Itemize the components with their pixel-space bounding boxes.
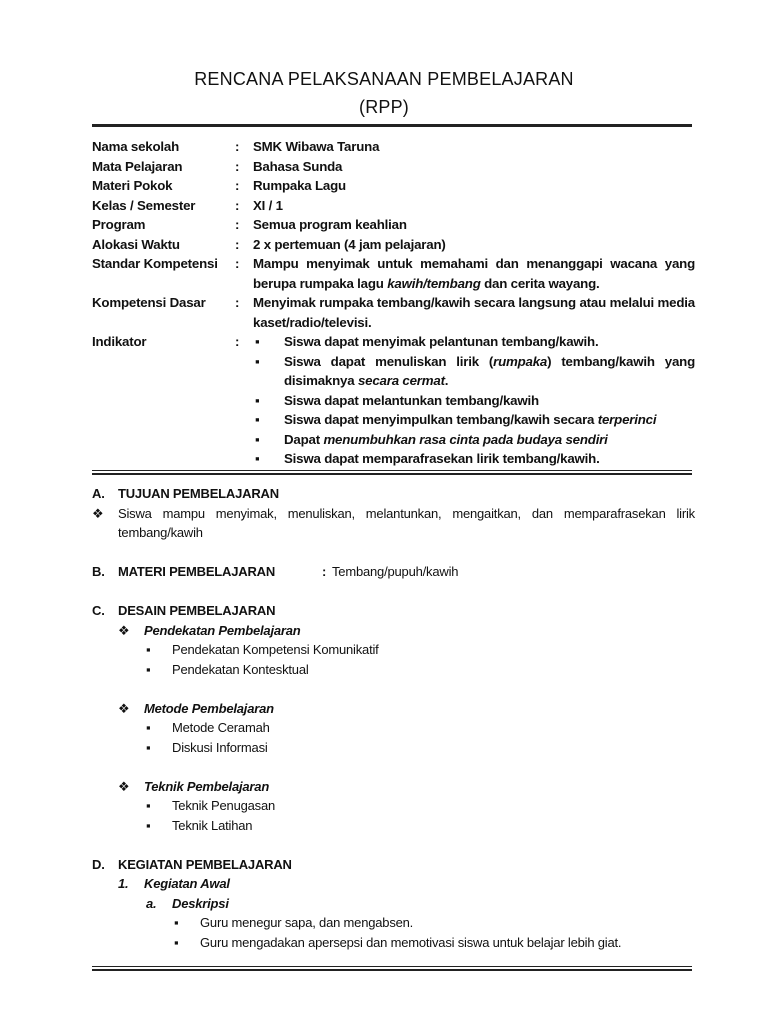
tujuan-item	[92, 504, 695, 543]
info-label: Standar Kompetensi	[92, 256, 218, 271]
indikator-item	[253, 410, 695, 430]
kegiatan-item	[92, 913, 695, 933]
indikator-item	[253, 352, 695, 391]
materi-value: Tembang/pupuh/kawih	[332, 564, 459, 579]
diamond-bullet-icon: ❖	[118, 700, 130, 716]
kegiatan-subheading	[92, 874, 695, 894]
square-bullet-icon: ▪	[255, 412, 260, 427]
indikator-row	[92, 332, 695, 469]
group-title: Teknik Pembelajaran	[144, 778, 270, 794]
materi-colon: :	[322, 564, 327, 579]
desain-group-title	[92, 621, 695, 641]
indikator-italic: secara cermat	[357, 373, 445, 388]
info-colon: :	[235, 217, 240, 232]
desain-group-title	[92, 777, 695, 797]
square-bullet-icon: ▪	[146, 817, 151, 833]
sub-number: 1.	[118, 876, 129, 891]
indikator-item	[253, 391, 695, 411]
info-colon: :	[235, 334, 240, 349]
section-title: MATERI PEMBELAJARAN	[118, 564, 276, 579]
info-label: Kelas / Semester	[92, 197, 196, 213]
indikator-italic: menumbuhkan rasa cinta pada budaya sendiri	[323, 431, 608, 447]
info-value: Rumpaka Lagu	[253, 178, 346, 193]
info-row	[92, 157, 695, 177]
desain-item	[92, 718, 695, 738]
indikator-text: ) tembang/kawih yang disimaknya	[284, 353, 695, 388]
square-bullet-icon: ▪	[255, 334, 260, 349]
group-title: Metode Pembelajaran	[144, 700, 274, 716]
info-row	[92, 137, 695, 157]
kompetensi-dasar-row	[92, 293, 695, 332]
square-bullet-icon: ▪	[146, 739, 151, 755]
kegiatan-subsubheading	[92, 894, 695, 914]
indikator-text: Siswa dapat menyimpulkan tembang/kawih secara	[284, 412, 598, 427]
identity-table	[92, 137, 695, 469]
section-title: DESAIN PEMBELAJARAN	[118, 603, 276, 618]
subsub-title: Deskripsi	[172, 895, 229, 911]
indikator-text: Siswa dapat menuliskan lirik (	[284, 353, 494, 369]
tujuan-text: Siswa mampu menyimak, menuliskan, melantunkan, mengaitkan, dan memparafrasekan lirik tembang/kawih	[118, 505, 695, 540]
info-value: Semua program keahlian	[253, 217, 407, 232]
subsub-letter: a.	[146, 895, 157, 911]
info-label: Program	[92, 217, 146, 232]
kegiatan-item	[92, 933, 695, 953]
sub-title: Kegiatan Awal	[144, 876, 230, 891]
desain-item	[92, 796, 695, 816]
section-divider	[92, 470, 692, 475]
info-colon: :	[235, 158, 240, 174]
info-label: Nama sekolah	[92, 139, 180, 154]
info-value: SMK Wibawa Taruna	[253, 139, 380, 154]
diamond-bullet-icon: ❖	[92, 505, 104, 521]
square-bullet-icon: ▪	[255, 431, 260, 447]
footer-rule	[92, 966, 692, 971]
indikator-italic: rumpaka	[493, 353, 548, 369]
square-bullet-icon: ▪	[174, 915, 179, 930]
standar-kompetensi-value	[253, 254, 695, 293]
sk-text: Mampu menyimak untuk memahami dan menanggapi wacana yang berupa rumpaka lagu	[253, 256, 695, 291]
info-row	[92, 196, 695, 216]
indikator-item	[253, 332, 695, 352]
section-letter: B.	[92, 564, 105, 579]
desain-item	[92, 738, 695, 758]
header-rule	[92, 124, 692, 127]
section-letter: D.	[92, 856, 105, 872]
info-value: Bahasa Sunda	[253, 158, 343, 174]
info-colon: :	[235, 178, 240, 193]
indikator-text: Siswa dapat melantunkan tembang/kawih	[284, 392, 539, 408]
section-heading-d	[92, 855, 695, 875]
document-body	[92, 484, 695, 952]
info-colon: :	[235, 256, 240, 271]
kompetensi-dasar-value: Menyimak rumpaka tembang/kawih secara langsung atau melalui media kaset/radio/televisi.	[253, 295, 695, 330]
indikator-text: Siswa dapat menyimak pelantunan tembang/kawih.	[284, 334, 599, 349]
indikator-text: .	[444, 373, 449, 388]
standar-kompetensi-row	[92, 254, 695, 293]
info-colon: :	[235, 197, 240, 213]
square-bullet-icon: ▪	[174, 934, 179, 950]
section-heading-a	[92, 484, 695, 504]
indikator-text: Siswa dapat memparafrasekan lirik tembang/kawih.	[284, 451, 600, 466]
info-colon: :	[235, 236, 240, 252]
desain-item-text: Pendekatan Kontesktual	[172, 661, 309, 677]
sk-text-end: dan cerita wayang.	[480, 275, 600, 291]
desain-item-text: Teknik Penugasan	[172, 798, 276, 813]
info-colon: :	[235, 139, 240, 154]
square-bullet-icon: ▪	[255, 353, 260, 369]
desain-group-title	[92, 699, 695, 719]
desain-item	[92, 816, 695, 836]
square-bullet-icon: ▪	[255, 392, 260, 408]
indikator-item	[253, 430, 695, 450]
square-bullet-icon: ▪	[146, 661, 151, 677]
desain-item	[92, 660, 695, 680]
info-label: Alokasi Waktu	[92, 236, 180, 252]
info-row	[92, 176, 695, 196]
info-label: Materi Pokok	[92, 178, 173, 193]
document-subtitle: (RPP)	[359, 97, 409, 117]
info-row	[92, 235, 695, 255]
info-value: XI / 1	[253, 197, 283, 213]
desain-item-text: Diskusi Informasi	[172, 739, 268, 755]
info-label: Mata Pelajaran	[92, 158, 183, 174]
desain-item-text: Metode Ceramah	[172, 720, 270, 735]
section-title: TUJUAN PEMBELAJARAN	[118, 486, 279, 501]
section-title: KEGIATAN PEMBELAJARAN	[118, 856, 292, 872]
desain-item	[92, 640, 695, 660]
group-title: Pendekatan Pembelajaran	[144, 622, 301, 638]
sk-italic: kawih/tembang	[387, 275, 481, 291]
section-heading-c	[92, 601, 695, 621]
info-label: Indikator	[92, 334, 147, 349]
info-colon: :	[235, 295, 240, 310]
desain-item-text: Teknik Latihan	[172, 817, 253, 833]
section-letter: C.	[92, 603, 105, 618]
section-letter: A.	[92, 486, 105, 501]
document-title: RENCANA PELAKSANAAN PEMBELAJARAN	[194, 69, 574, 89]
indikator-text: Dapat	[284, 431, 324, 447]
square-bullet-icon: ▪	[146, 798, 151, 813]
info-label: Kompetensi Dasar	[92, 295, 206, 310]
indikator-list	[253, 332, 695, 469]
kegiatan-item-text: Guru menegur sapa, dan mengabsen.	[200, 915, 414, 930]
indikator-italic: terperinci	[597, 412, 657, 427]
square-bullet-icon: ▪	[255, 451, 260, 466]
info-row	[92, 215, 695, 235]
info-value: 2 x pertemuan (4 jam pelajaran)	[253, 236, 446, 252]
section-heading-b	[92, 562, 695, 582]
square-bullet-icon: ▪	[146, 642, 151, 657]
kegiatan-item-text: Guru mengadakan apersepsi dan memotivasi siswa untuk belajar lebih giat.	[200, 934, 622, 950]
diamond-bullet-icon: ❖	[118, 622, 130, 638]
desain-item-text: Pendekatan Kompetensi Komunikatif	[172, 642, 379, 657]
square-bullet-icon: ▪	[146, 720, 151, 735]
indikator-item	[253, 449, 695, 469]
diamond-bullet-icon: ❖	[118, 778, 130, 794]
